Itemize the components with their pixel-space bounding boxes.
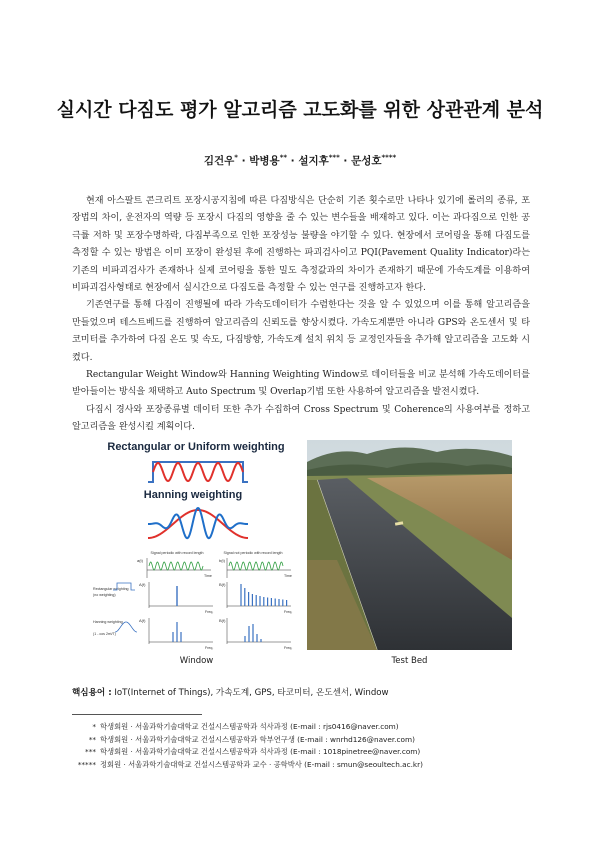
figure-heading-rectangular: Rectangular or Uniform weighting (107, 441, 285, 453)
author-separator: · (237, 155, 250, 167)
footnotes (72, 721, 542, 771)
footnote (72, 734, 542, 747)
keywords-text: IoT(Internet of Things), 가속도계, GPS, 타코미터, 온도센서, Window (114, 688, 389, 698)
author-name: 김건우 (203, 155, 235, 167)
freq-axis-label: Freq. (284, 610, 293, 614)
figure-heading-hanning: Hanning weighting (143, 489, 243, 501)
B-f-label: B(f) (219, 582, 226, 587)
a-t-label: a(t) (137, 558, 143, 563)
footnote-mark: * (92, 722, 96, 731)
author-mark: **** (381, 153, 397, 162)
footnote-text: 정회원 · 서울과학기술대학교 건설시스템공학과 교수 · 공학박사 (E-mail : smun@seoultech.ac.kr) (100, 759, 424, 769)
author-separator: · (339, 155, 352, 167)
author-mark: *** (328, 153, 340, 162)
author-mark: ** (279, 153, 288, 162)
author-mark: * (234, 153, 238, 162)
paragraph: 현재 아스팔트 콘크리트 포장시공지침에 따른 다짐방식은 단순히 기존 횟수로만 나타나 있기에 롤러의 종류, 포장법의 차이, 운전자의 역량 등 포장시 다짐의 영향을 줄 수 있는 변수들을 배재하고 있다. 이는 과다짐으로 인한 공극률 저하 및 포장수명하락, 다짐부족으로 인한 포장성능 불량을 야기할 수 있다. 현장에서 코어링을 통해 다짐도를 측정할 수 있는 방법은 이미 포장이 완성된 후에 진행하는 파괴검사이고 PQI(Pavement Quality Indicator)라는 기존의 비파괴검사가 존재하나 실제 코어링을 통한 밀도 측정값과의 차이가 존재하기 때문에 가속도계를 이용하여 비파괴검사형태로 현장에서 실시간으로 다짐도를 측정할 수 있는 연구를 진행하고자 한다. (72, 196, 530, 294)
time-axis-label: Time (284, 574, 292, 578)
row-hanning-formula: (1 - cos 2πt/T) (93, 632, 116, 636)
A-f-label: A(f) (139, 582, 146, 587)
footnote-mark: *** (85, 747, 96, 757)
A-f-label: A(f) (139, 618, 146, 623)
footnote-text: 학생회원 · 서울과학기술대학교 건설시스템공학과 학부연구생 (E-mail : wnrhd126@naver.com) (100, 734, 415, 744)
test-bed-photo (307, 440, 512, 650)
author-name: 설지후 (298, 155, 329, 167)
row-rectangular-label: Rectangular weighting (93, 587, 129, 591)
B-f-label: B(f) (219, 618, 226, 623)
row-hanning-label: Hanning weighting (93, 620, 123, 624)
col2-title: Signal not periodic with record length (223, 551, 283, 555)
paper-title: 실시간 다짐도 평가 알고리즘 고도화를 위한 상관관계 분석 (56, 99, 544, 121)
footnote-mark: ***** (77, 759, 96, 769)
paragraph: 다짐시 경사와 포장종류별 데이터 또한 추가 수집하여 Cross Spectrum 및 Coherence의 사용여부를 정하고 알고리즘을 완성시킬 계획이다. (72, 404, 530, 433)
footnote (72, 759, 542, 772)
keywords-line (72, 686, 542, 698)
abstract-body (72, 193, 530, 437)
footnote (72, 746, 542, 759)
footnote-mark: ** (88, 734, 96, 744)
paragraph: Rectangular Weight Window와 Hanning Weighting Window로 데이터들을 비교 분석해 가속도데이터를 받아들이는 방식을 채택하고 Auto Spectrum 및 Overlap기법 또한 사용하여 알고리즘을 발전시켰다. (72, 370, 530, 398)
row-rectangular-sub: (no weighting) (93, 593, 116, 597)
keywords-label: 핵심용어 : (72, 688, 112, 698)
paragraph: 기존연구를 통해 다짐이 진행될에 따라 가속도데이터가 수렴한다는 것을 알 수 있었으며 이를 통해 알고리즘을 만들었으며 테스트베드를 진행하여 알고리즘의 신뢰도를 향상시켰다. 가속도계뿐만 아니라 GPS와 온도센서 및 타코미터를 추가하여 다짐 온도 및 속도, 다짐방향, 가속도계 설치 위치 등 교정인자들을 추가해 알고리즘을 고도화 시켰다. (72, 300, 530, 363)
time-axis-label: Time (204, 574, 212, 578)
freq-axis-label: Freq. (205, 610, 214, 614)
figure-caption-window: Window (179, 656, 214, 666)
freq-axis-label: Freq. (205, 646, 214, 650)
author-list (0, 153, 600, 168)
figure-caption-test-bed: Test Bed (391, 656, 428, 666)
footnote-text: 학생회원 · 서울과학기술대학교 건설시스템공학과 석사과정 (E-mail : rjs0416@naver.com) (100, 722, 399, 731)
footnote-divider (72, 714, 202, 715)
b-t-label: b(t) (219, 558, 225, 563)
author-name: 문성호 (351, 155, 382, 167)
freq-axis-label: Freq. (284, 646, 293, 650)
author-name: 박병용 (249, 155, 280, 167)
footnote-text: 학생회원 · 서울과학기술대학교 건설시스템공학과 석사과정 (E-mail : 1018pinetree@naver.com) (100, 747, 421, 757)
col1-title: Signal periodic with record length (150, 551, 204, 555)
footnote (72, 721, 542, 734)
author-separator: · (287, 155, 299, 167)
window-figure (93, 440, 300, 650)
